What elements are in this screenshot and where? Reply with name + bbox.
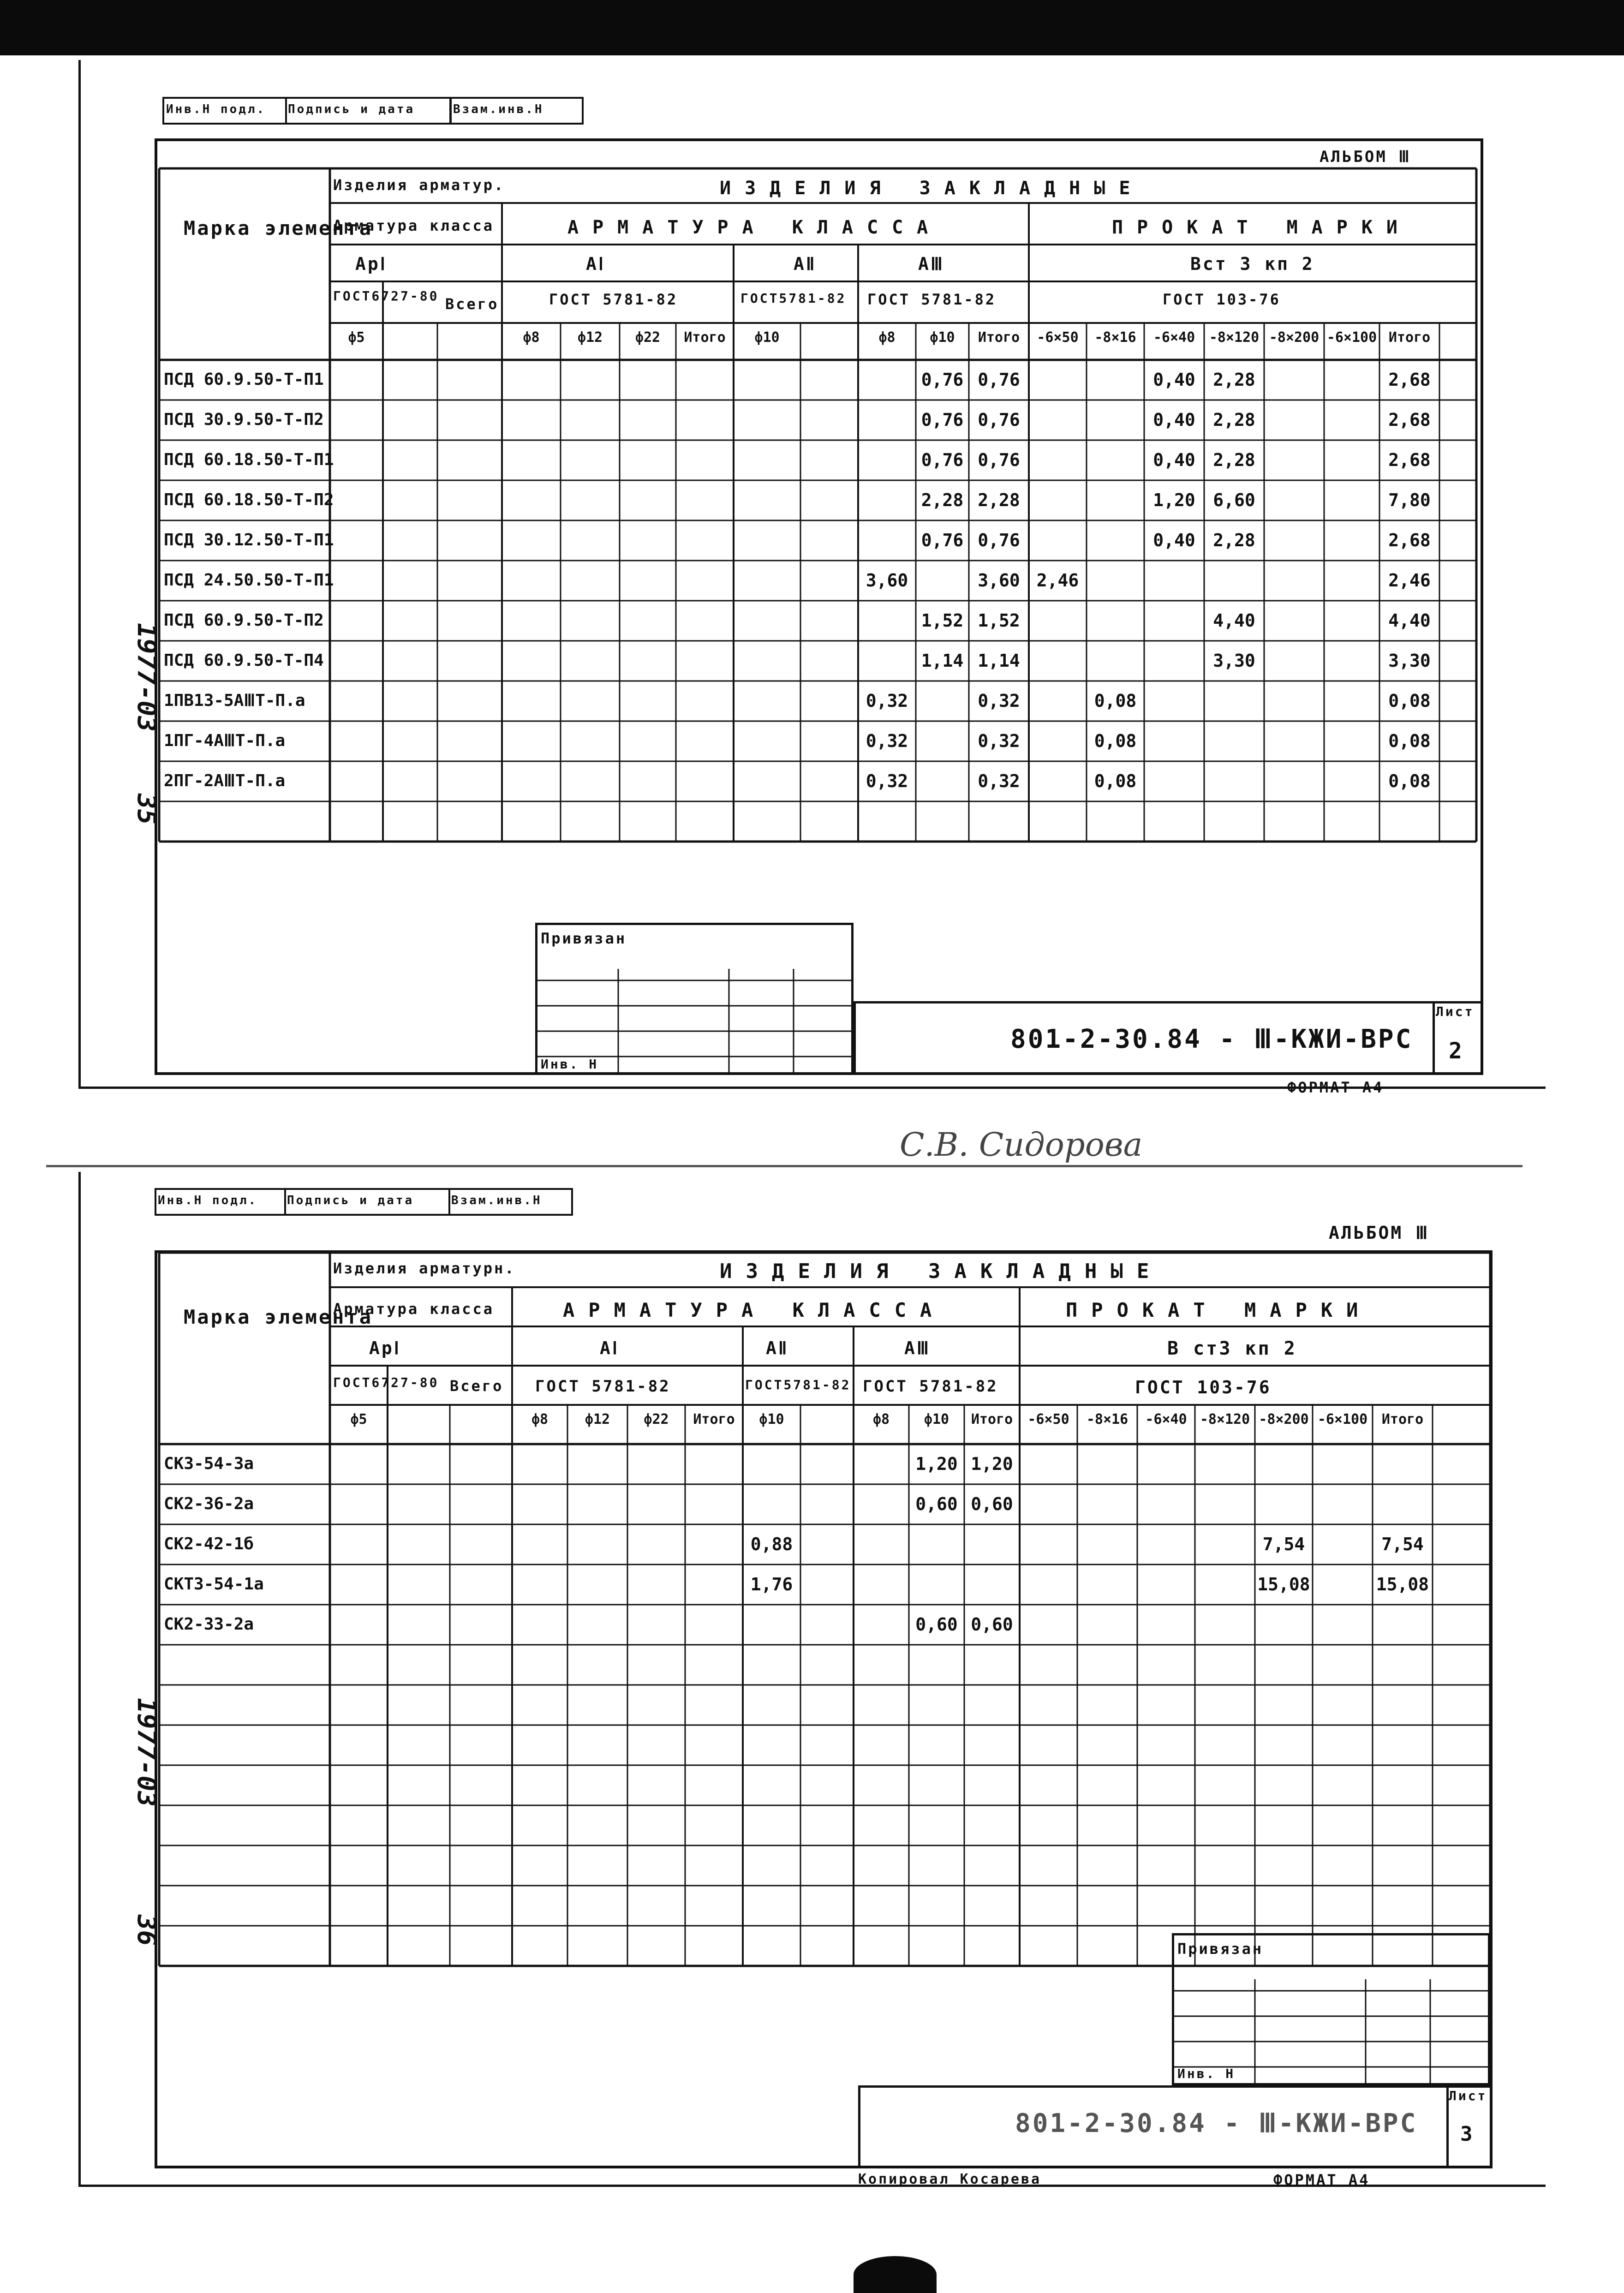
table-cell: 2,68 — [1388, 530, 1431, 550]
column-header: ф12 — [585, 1411, 610, 1427]
side-number-2: 1977-03 — [131, 1698, 161, 1807]
column-header: -8×16 — [1094, 329, 1136, 346]
row-label: ПСД 60.18.50-Т-П2 — [164, 490, 334, 509]
table-cell: 2,28 — [1213, 450, 1255, 470]
class-vst-2: В ст3 кп 2 — [1167, 1338, 1297, 1359]
row-label: 1ПВ13-5АⅢТ-П.а — [164, 691, 305, 710]
table-cell: 2,28 — [1213, 370, 1255, 390]
list-number: 2 — [1449, 1038, 1464, 1064]
column-header: -8×200 — [1269, 329, 1320, 346]
row-label: ПСД 60.9.50-Т-П2 — [164, 611, 324, 630]
gost-3: ГОСТ5781-82 — [740, 291, 847, 306]
table-cell: 2,28 — [1213, 530, 1255, 550]
armatura-klassa-left-2: Арматура класса — [333, 1300, 494, 1318]
table-cell: 1,20 — [915, 1454, 958, 1474]
marka-label-2: Марка элемента — [184, 1306, 373, 1328]
izdeliya-armatury-2: Изделия арматурн. — [333, 1260, 516, 1277]
album-label: АЛЬБОМ Ⅲ — [1320, 148, 1411, 166]
stamp-inv-label-2: Инв.Н подл. — [158, 1194, 258, 1207]
table-cell: 2,68 — [1388, 410, 1431, 430]
table-cell: 0,76 — [978, 450, 1020, 470]
column-header: ф22 — [644, 1411, 669, 1427]
prokat-marki-2: ПРОКАТ МАРКИ — [1066, 1299, 1372, 1321]
table-cell: 0,76 — [978, 410, 1020, 430]
table-cell: 0,40 — [1153, 370, 1195, 390]
table-cell: 15,08 — [1376, 1574, 1429, 1594]
row-label: СК2-36-2а — [164, 1494, 254, 1513]
gost-4: ГОСТ 5781-82 — [867, 291, 997, 308]
column-header: -6×50 — [1037, 329, 1079, 346]
table-cell: 0,08 — [1388, 771, 1431, 791]
column-header: -8×200 — [1259, 1411, 1309, 1427]
table-cell: 1,14 — [978, 651, 1020, 671]
stamp-inv-label: Инв.Н подл. — [166, 102, 266, 116]
table-cell: 2,46 — [1388, 570, 1431, 591]
table-cell: 1,14 — [921, 651, 964, 671]
inv-n-label-2: Инв. Н — [1177, 2066, 1236, 2081]
table-cell: 0,32 — [866, 771, 908, 791]
privyazan-label: Привязан — [541, 930, 627, 947]
table-cell: 0,76 — [921, 530, 964, 550]
privyazan-label-2: Привязан — [1177, 1940, 1264, 1958]
class-a3-2: АⅢ — [904, 1338, 931, 1358]
column-header: ф8 — [878, 329, 896, 346]
gost-3-2: ГОСТ5781-82 — [745, 1377, 851, 1392]
row-label: ПСД 60.9.50-Т-П1 — [164, 370, 324, 389]
column-header: -6×100 — [1317, 1411, 1368, 1427]
table-cell: 0,08 — [1094, 691, 1137, 711]
row-label: СК2-42-1б — [164, 1535, 254, 1553]
column-header: Итого — [693, 1411, 735, 1427]
row-label: СК3-54-3а — [164, 1454, 254, 1473]
class-a1: АⅠ — [586, 254, 606, 274]
column-header: ф12 — [577, 329, 603, 346]
row-label: ПСД 30.9.50-Т-П2 — [164, 410, 324, 429]
izdeliya-zakladnye: ИЗДЕЛИЯ ЗАКЛАДНЫЕ — [720, 178, 1144, 199]
table-cell: 1,20 — [971, 1454, 1013, 1474]
class-a2: АⅡ — [794, 254, 817, 274]
row-label: 1ПГ-4АⅢТ-П.а — [164, 731, 286, 750]
gost-4-2: ГОСТ 5781-82 — [863, 1377, 998, 1396]
table-cell: 1,52 — [921, 610, 964, 631]
column-header: -6×40 — [1145, 1411, 1187, 1427]
gost-5-2: ГОСТ 103-76 — [1135, 1377, 1272, 1397]
class-ap1: АрⅠ — [355, 254, 387, 274]
list-number-2: 3 — [1460, 2122, 1475, 2146]
side-page: 35 — [131, 794, 161, 825]
table-cell: 0,32 — [866, 731, 908, 751]
armatura-klassa: АРМАТУРА КЛАССА — [567, 217, 942, 238]
column-header: ф8 — [872, 1411, 890, 1427]
column-header: ф10 — [759, 1411, 784, 1427]
vsego: Всего — [445, 295, 499, 313]
prokat-marki: ПРОКАТ МАРКИ — [1112, 217, 1411, 238]
stamp-vzam-label: Взам.инв.Н — [453, 102, 544, 116]
column-header: ф8 — [523, 329, 540, 346]
table-cell: 0,88 — [750, 1534, 793, 1554]
column-header: Итого — [684, 329, 726, 346]
stamp-vzam-label-2: Взам.инв.Н — [451, 1194, 542, 1207]
table-cell: 0,08 — [1094, 771, 1137, 791]
table-cell: 7,80 — [1388, 490, 1431, 510]
format-label: ФОРМАТ А4 — [1287, 1079, 1384, 1096]
album-label-2: АЛЬБОМ Ⅲ — [1329, 1223, 1430, 1243]
row-label: ПСД 60.9.50-Т-П4 — [164, 651, 324, 670]
drawing-code-2: 801-2-30.84 - Ⅲ-КЖИ-ВРС — [1015, 2108, 1418, 2138]
gost-5: ГОСТ 103-76 — [1163, 291, 1281, 308]
column-header: ф10 — [754, 329, 780, 346]
table-cell: 3,60 — [978, 570, 1020, 591]
table-cell: 0,76 — [921, 370, 964, 390]
table-cell: 0,76 — [978, 530, 1020, 550]
table-cell: 0,32 — [978, 691, 1020, 711]
format-label-2: ФОРМАТ А4 — [1273, 2171, 1370, 2189]
column-header: Итого — [1381, 1411, 1424, 1427]
table-cell: 2,28 — [921, 490, 964, 510]
handwritten-signature: С.В. Сидорова — [900, 1126, 1143, 1164]
table-cell: 0,40 — [1153, 410, 1195, 430]
column-header: ф10 — [924, 1411, 949, 1427]
table-cell: 1,20 — [1153, 490, 1195, 510]
column-header: ф5 — [348, 329, 365, 346]
row-label: СК2-33-2а — [164, 1615, 254, 1634]
armatura-klassa-2: АРМАТУРА КЛАССА — [563, 1299, 946, 1321]
row-label: СКТ3-54-1а — [164, 1575, 264, 1594]
gost-2: ГОСТ 5781-82 — [549, 291, 678, 308]
column-header: -8×16 — [1086, 1411, 1128, 1427]
list-label: Лист — [1436, 1004, 1475, 1019]
table-cell: 0,32 — [978, 771, 1020, 791]
table-cell: 2,28 — [1213, 410, 1255, 430]
izdeliya-armatury: Изделия арматур. — [333, 176, 505, 194]
column-header: Итого — [971, 1411, 1013, 1427]
table-cell: 7,54 — [1262, 1534, 1305, 1554]
column-header: -6×40 — [1153, 329, 1195, 346]
column-header: ф22 — [635, 329, 661, 346]
gost-1-2: ГОСТ6727-80 — [333, 1375, 439, 1390]
izdeliya-zakladnye-2: ИЗДЕЛИЯ ЗАКЛАДНЫЕ — [720, 1260, 1163, 1283]
class-a1-2: АⅠ — [600, 1338, 620, 1358]
table-cell: 0,60 — [915, 1614, 958, 1635]
table-cell: 0,40 — [1153, 450, 1195, 470]
class-vst: Вст 3 кп 2 — [1190, 254, 1314, 274]
table-cell: 0,08 — [1388, 691, 1431, 711]
table-cell: 2,46 — [1036, 570, 1079, 591]
stamp-podpis-label-2: Подпись и дата — [287, 1194, 414, 1207]
class-a3: АⅢ — [918, 254, 945, 274]
table-cell: 0,32 — [978, 731, 1020, 751]
list-label-2: Лист — [1449, 2088, 1487, 2103]
table-cell: 0,76 — [921, 450, 964, 470]
column-header: -6×50 — [1027, 1411, 1069, 1427]
inv-n-label: Инв. Н — [541, 1057, 599, 1072]
table-cell: 0,08 — [1388, 731, 1431, 751]
column-header: ф5 — [350, 1411, 367, 1427]
table-cell: 0,60 — [915, 1494, 958, 1514]
stamp-podpis-label: Подпись и дата — [288, 102, 415, 116]
table-cell: 1,52 — [978, 610, 1020, 631]
table-cell: 7,54 — [1381, 1534, 1424, 1554]
column-header: -8×120 — [1209, 329, 1260, 346]
table-cell: 3,60 — [866, 570, 908, 591]
table-cell: 4,40 — [1388, 610, 1431, 631]
kopiroval: Копировал Косарева — [858, 2171, 1042, 2187]
row-label: 2ПГ-2АⅢТ-П.а — [164, 771, 286, 790]
table-cell: 0,76 — [921, 410, 964, 430]
table-cell: 3,30 — [1213, 651, 1255, 671]
class-a2-2: АⅡ — [766, 1338, 789, 1358]
gost-1: ГОСТ6727-80 — [333, 288, 439, 304]
table-cell: 0,60 — [971, 1494, 1013, 1514]
armatura-klassa-left: Арматура класса — [333, 217, 494, 234]
table-cell: 6,60 — [1213, 490, 1255, 510]
table-cell: 2,68 — [1388, 370, 1431, 390]
table-cell: 3,30 — [1388, 651, 1431, 671]
column-header: ф10 — [930, 329, 955, 346]
table-cell: 2,28 — [978, 490, 1020, 510]
column-header: -8×120 — [1200, 1411, 1250, 1427]
column-header: Итого — [978, 329, 1020, 346]
column-header: Итого — [1388, 329, 1431, 346]
table-cell: 0,76 — [978, 370, 1020, 390]
side-number: 1977-03 — [131, 623, 161, 732]
table-cell: 1,76 — [750, 1574, 793, 1594]
table-cell: 2,68 — [1388, 450, 1431, 470]
gost-2-2: ГОСТ 5781-82 — [535, 1377, 671, 1396]
row-label: ПСД 30.12.50-Т-П1 — [164, 531, 334, 549]
table-cell: 4,40 — [1213, 610, 1255, 631]
marka-label: Марка элемента — [184, 217, 373, 239]
table-cell: 0,40 — [1153, 530, 1195, 550]
row-label: ПСД 24.50.50-Т-П1 — [164, 571, 334, 590]
side-page-2: 36 — [131, 1915, 161, 1946]
table-cell: 0,60 — [971, 1614, 1013, 1635]
class-ap1-2: АрⅠ — [369, 1338, 401, 1358]
row-label: ПСД 60.18.50-Т-П1 — [164, 450, 334, 469]
table-cell: 15,08 — [1257, 1574, 1310, 1594]
table-cell: 0,08 — [1094, 731, 1137, 751]
vsego-2: Всего — [450, 1377, 504, 1395]
table-cell: 0,32 — [866, 691, 908, 711]
drawing-code: 801-2-30.84 - Ⅲ-КЖИ-ВРС — [1010, 1024, 1413, 1054]
column-header: -6×100 — [1326, 329, 1377, 346]
column-header: ф8 — [531, 1411, 549, 1427]
